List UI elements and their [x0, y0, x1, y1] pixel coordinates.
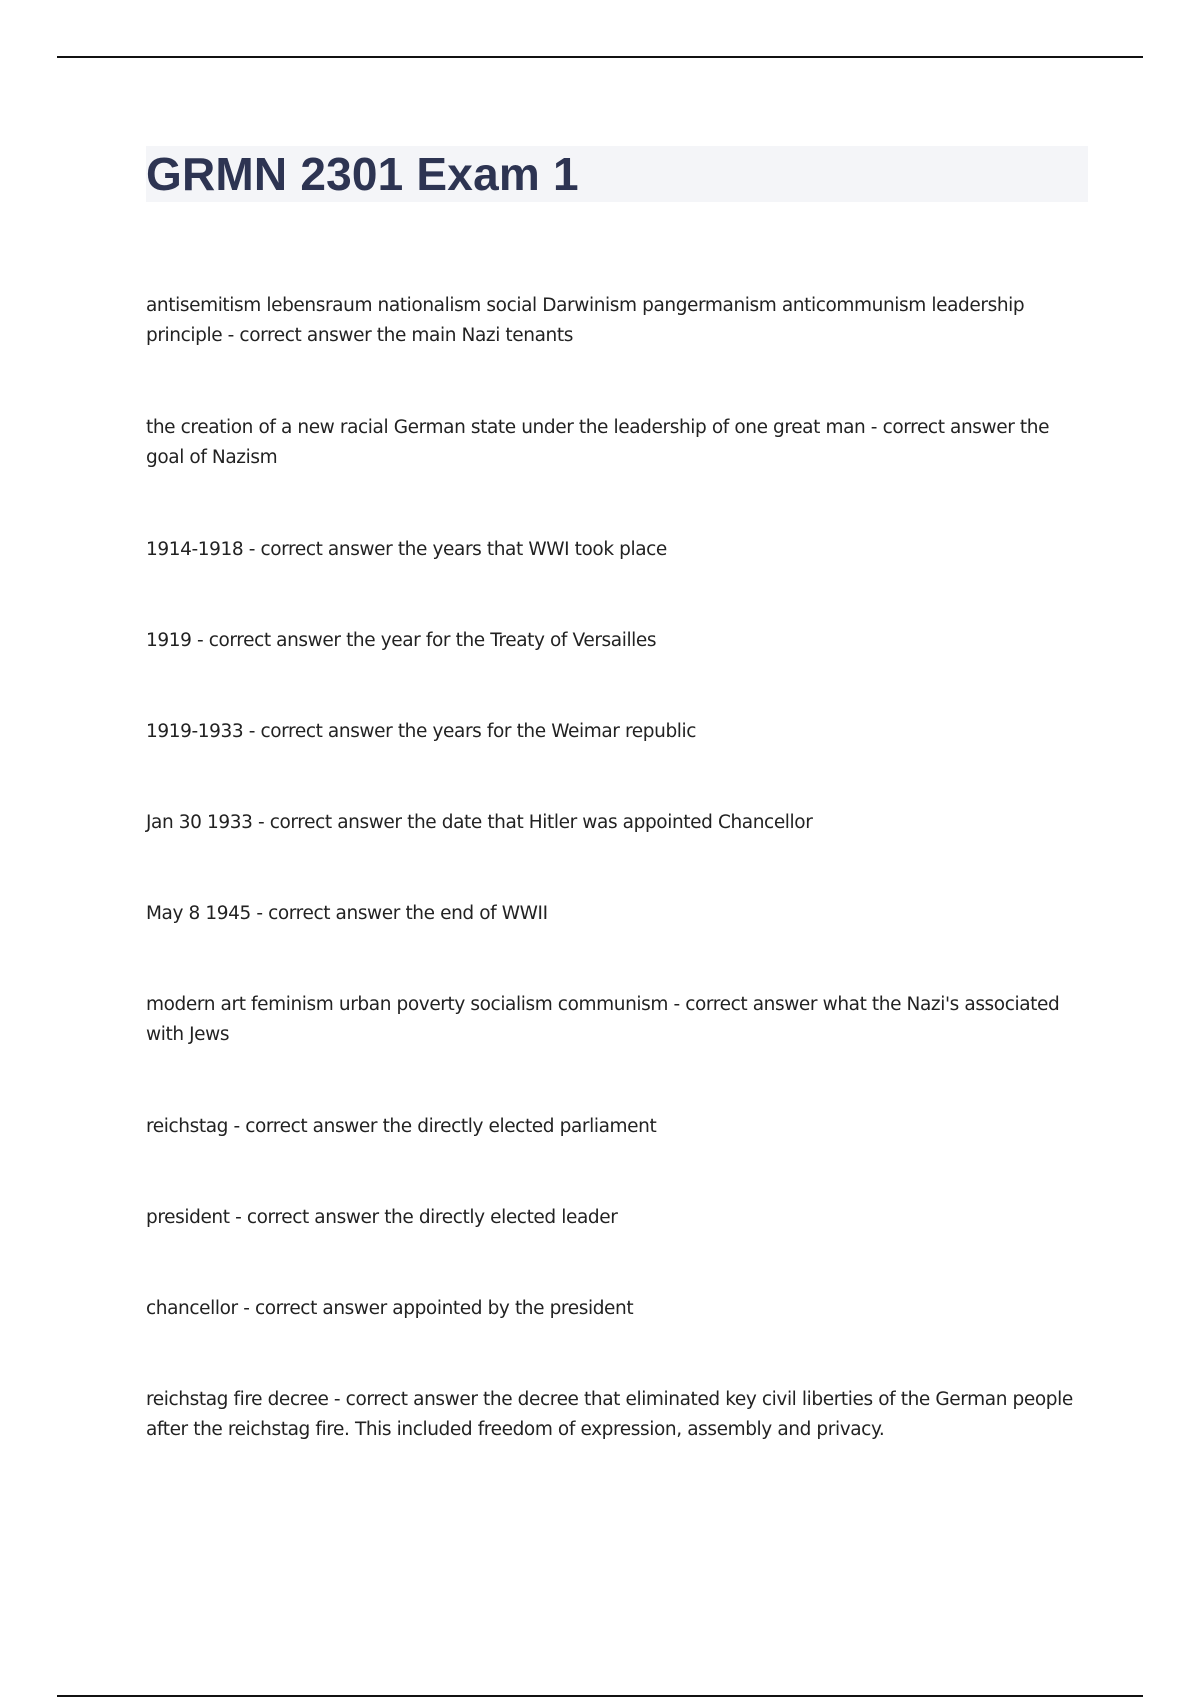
bottom-divider [57, 1695, 1143, 1697]
list-item: chancellor - correct answer appointed by the president [146, 1298, 634, 1319]
list-item: 1919-1933 - correct answer the years for the Weimar republic [146, 721, 697, 742]
list-item: reichstag fire decree - correct answer the decree that eliminated key civil liberties of the German people after the reichstag fire. This included freedom of expression, assembly and privacy. [146, 1389, 1073, 1440]
list-item: 1914-1918 - correct answer the years that WWI took place [146, 539, 667, 560]
top-divider [57, 56, 1143, 58]
list-item: Jan 30 1933 - correct answer the date that Hitler was appointed Chancellor [146, 812, 813, 833]
list-item: modern art feminism urban poverty socialism communism - correct answer what the Nazi's associated with Jews [146, 994, 1060, 1045]
qa-list [146, 291, 1088, 1446]
list-item: 1919 - correct answer the year for the Treaty of Versailles [146, 630, 657, 651]
list-item: antisemitism lebensraum nationalism social Darwinism pangermanism anticommunism leadership principle - correct answer the main Nazi tenants [146, 295, 1025, 346]
list-item: the creation of a new racial German state under the leadership of one great man - correct answer the goal of Nazism [146, 417, 1050, 468]
list-item: president - correct answer the directly elected leader [146, 1207, 618, 1228]
page-title: GRMN 2301 Exam 1 [146, 148, 579, 200]
list-item: May 8 1945 - correct answer the end of WWII [146, 903, 548, 924]
list-item: reichstag - correct answer the directly elected parliament [146, 1116, 657, 1137]
